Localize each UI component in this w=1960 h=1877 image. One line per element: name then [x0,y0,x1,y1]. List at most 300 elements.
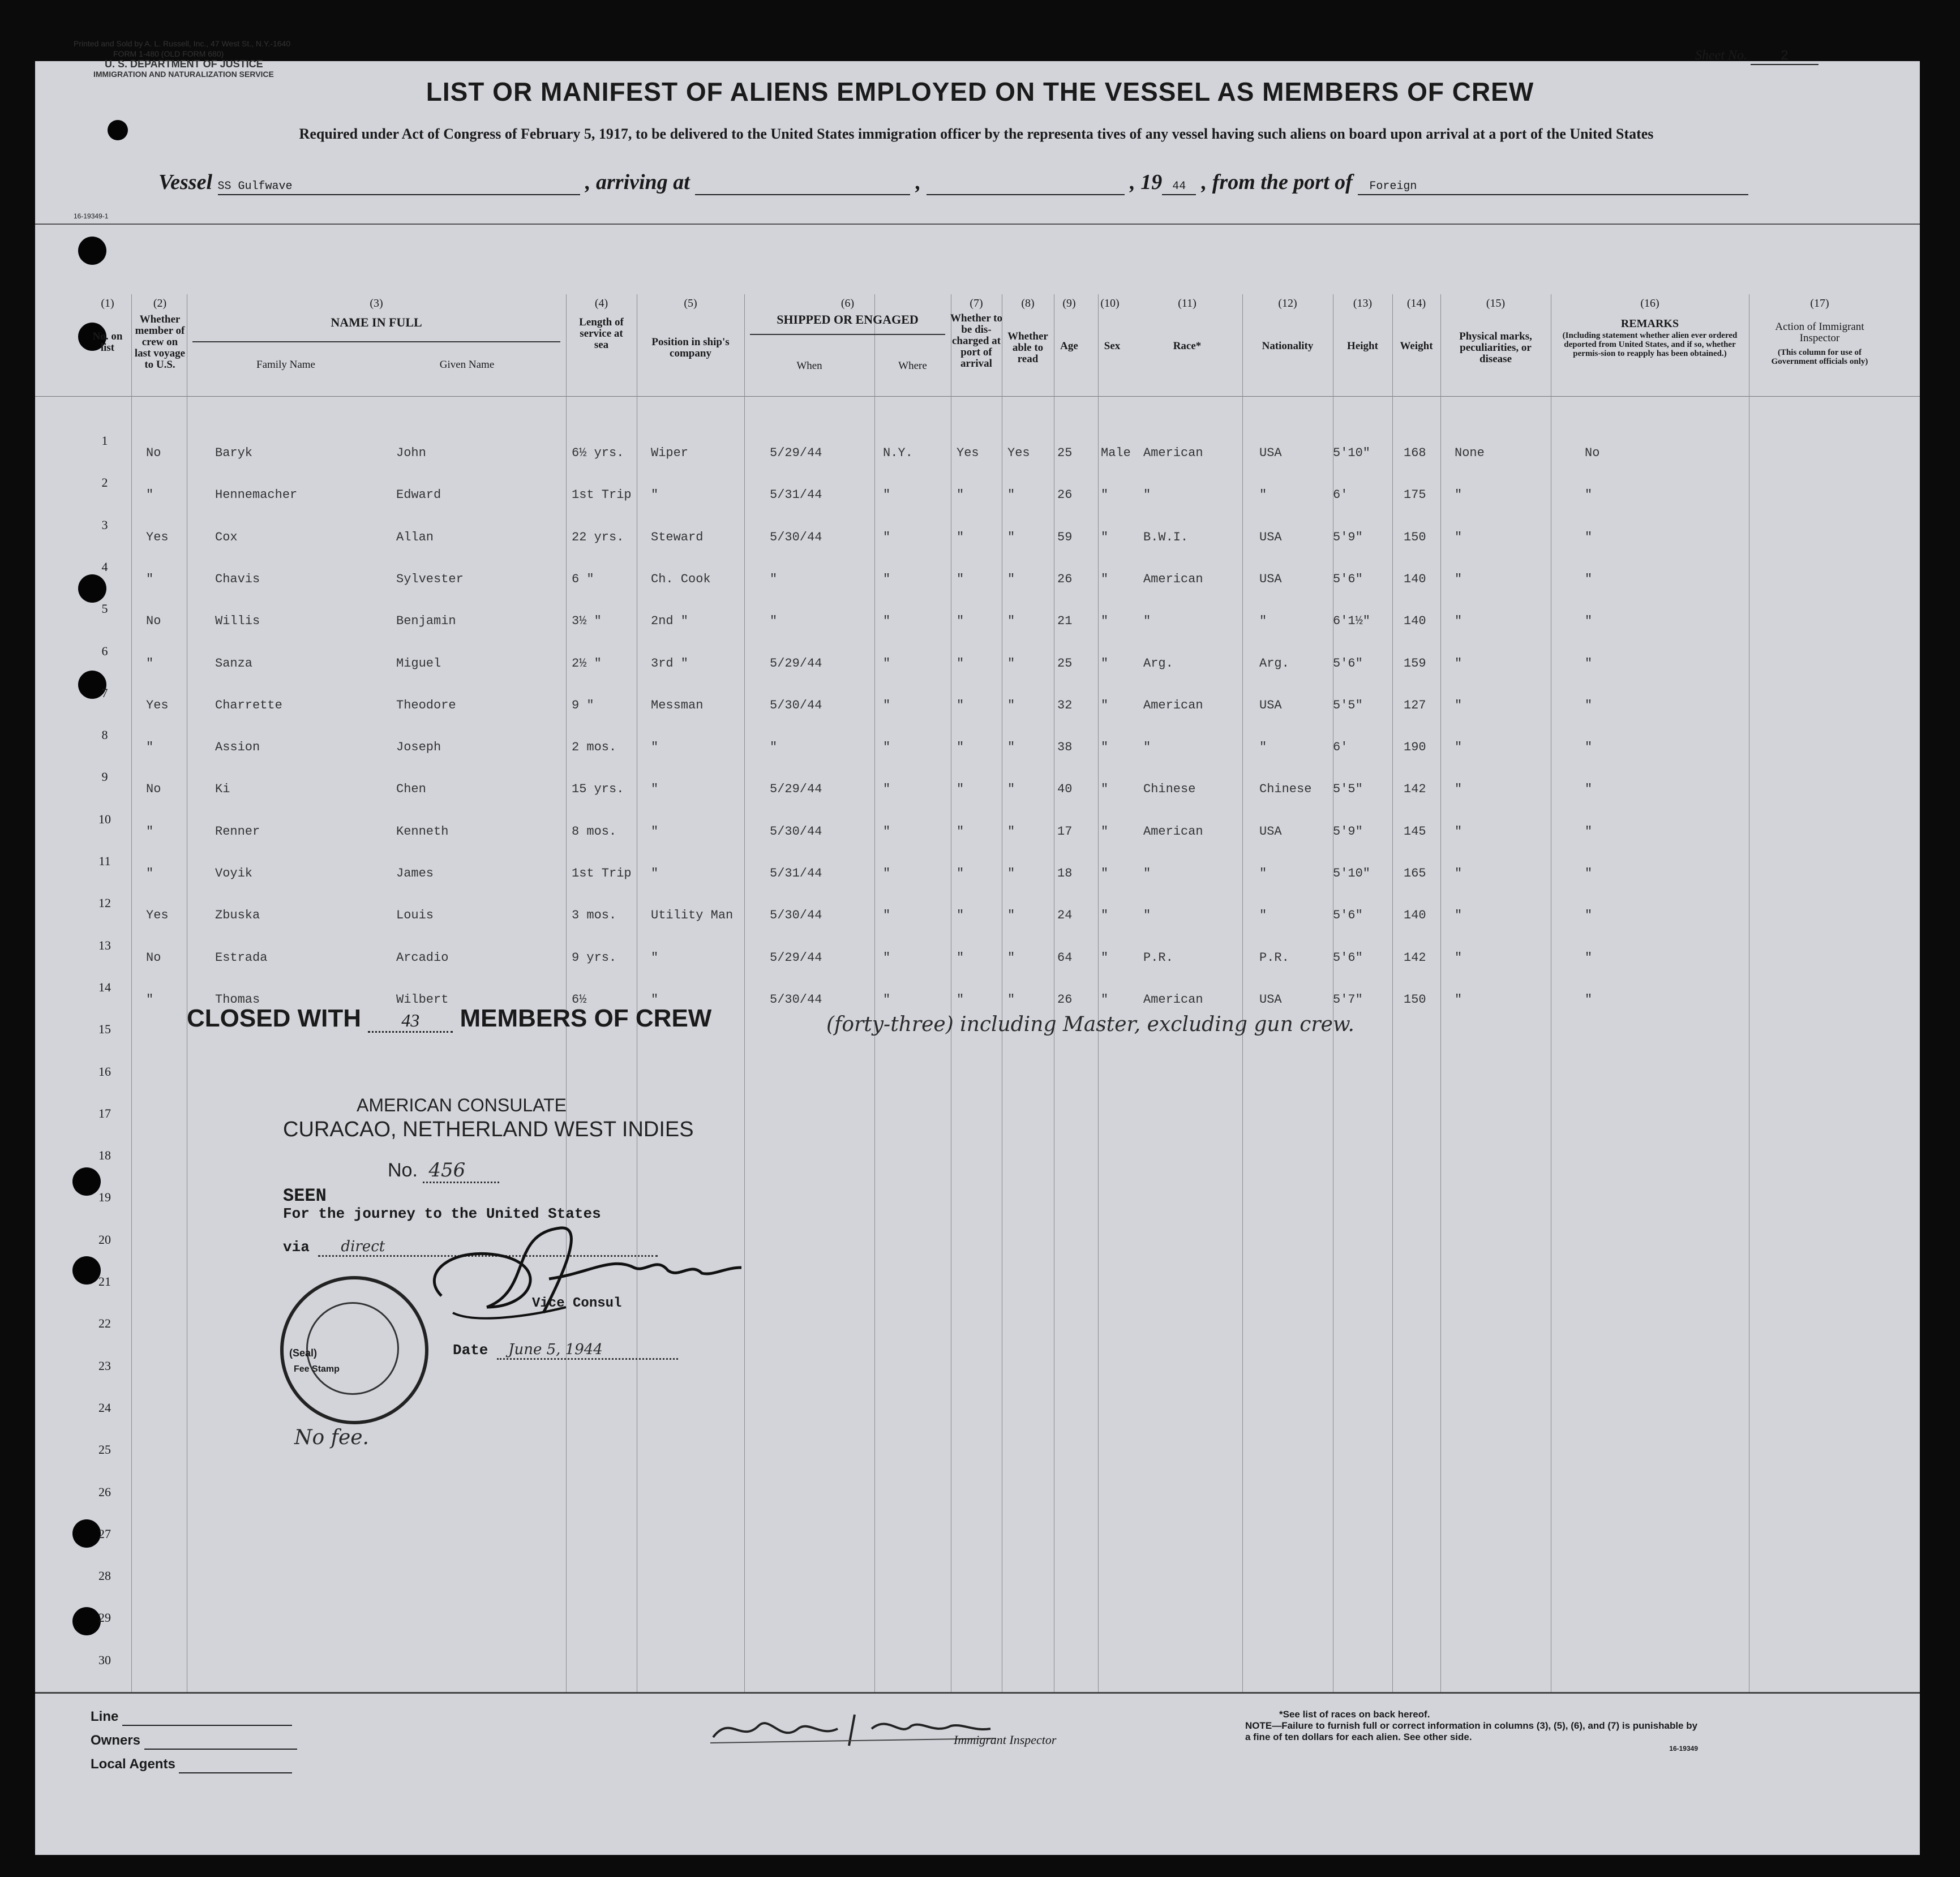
sheet-value: 2 [1751,49,1819,65]
shipped-when-cell: 5/30/44 [770,908,822,923]
seal-eagle [306,1302,399,1395]
shipped-when-cell: 5/30/44 [770,992,822,1007]
column-rule [1392,294,1393,1692]
physical-marks-cell: None [1455,446,1485,460]
position-cell: 2nd " [651,614,689,629]
height-cell: 5'10" [1333,446,1371,460]
row-number: 28 [98,1569,111,1583]
able-to-read-cell: " [1007,740,1015,755]
via-label: via [283,1239,310,1256]
age-cell: 40 [1057,782,1073,797]
sex-cell: " [1101,824,1109,839]
sex-cell: " [1101,572,1109,586]
discharge-cell: " [957,824,964,839]
height-cell: 6' [1333,488,1348,502]
crew-status-cell: " [146,572,154,586]
position-cell: " [651,824,659,839]
able-to-read-cell: " [1007,572,1015,586]
service-length-cell: 1st Trip [572,488,632,502]
weight-cell: 140 [1404,572,1426,586]
date-label: Date [453,1342,488,1359]
printer-imprint [74,38,290,79]
able-to-read-cell: " [1007,530,1015,544]
col-4-num: (4) [594,297,608,310]
row-number: 22 [98,1316,111,1331]
col-2-num: (2) [153,297,167,310]
crew-status-cell: No [146,446,161,460]
footer-line-blank [122,1709,292,1726]
column-rule [566,294,567,1692]
remarks-cell: " [1585,740,1593,755]
crew-status-cell: " [146,824,154,839]
weight-cell: 145 [1404,824,1426,839]
col-9-num: (9) [1062,297,1076,310]
age-cell: 21 [1057,614,1073,629]
shipped-where-cell: " [883,782,891,797]
col-10-text: Sex [1104,340,1121,352]
given-name-cell: Allan [396,530,434,544]
row-number: 3 [101,517,108,532]
race-cell: B.W.I. [1143,530,1189,544]
given-name-cell: Wilbert [396,992,449,1007]
race-cell: American [1143,824,1203,839]
column-rule [1098,294,1099,1692]
printer-line-3: U. S. DEPARTMENT OF JUSTICE [105,58,263,70]
closed-label: CLOSED WITH [187,1004,361,1032]
physical-marks-cell: " [1455,698,1463,712]
discharge-cell: " [957,530,964,544]
row-number: 20 [98,1232,111,1247]
able-to-read-cell: " [1007,782,1015,797]
physical-marks-cell: " [1455,656,1463,671]
row-number: 9 [101,770,108,784]
col-16-num: (16) [1640,297,1659,310]
shipped-when-cell: 5/29/44 [770,950,822,965]
shipped-where-cell: " [883,572,891,586]
sex-cell: " [1101,656,1109,671]
nationality-cell: USA [1259,824,1282,839]
weight-cell: 159 [1404,656,1426,671]
family-name-cell: Zbuska [215,908,260,923]
row-number: 7 [101,685,108,700]
footer-line-field [91,1709,292,1726]
crew-status-cell: " [146,992,154,1007]
footer-agents-field [91,1756,292,1773]
weight-cell: 127 [1404,698,1426,712]
family-name-cell: Hennemacher [215,488,298,502]
weight-cell: 142 [1404,950,1426,965]
service-length-cell: 1st Trip [572,866,632,880]
col-13-num: (13) [1353,297,1373,310]
age-cell: 64 [1057,950,1073,965]
row-number: 4 [101,559,108,574]
weight-cell: 165 [1404,866,1426,880]
crew-status-cell: " [146,866,154,880]
able-to-read-cell: " [1007,824,1015,839]
sex-cell: " [1101,908,1109,923]
weight-cell: 150 [1404,992,1426,1007]
col-14-text: Weight [1400,340,1433,352]
races-note: *See list of races on back hereof. [1279,1709,1430,1720]
row-number: 21 [98,1274,111,1288]
footer-owners-blank [144,1733,297,1750]
weight-cell: 190 [1404,740,1426,755]
crew-status-cell: " [146,740,154,755]
col-15-num: (15) [1486,297,1506,310]
crew-status-cell: No [146,782,161,797]
vessel-name: SS Gulfwave [218,180,580,195]
shipped-when-cell: 5/29/44 [770,782,822,797]
shipped-where-cell: " [883,656,891,671]
date-line [453,1341,678,1360]
remarks-cell: " [1585,488,1593,502]
able-to-read-cell: " [1007,614,1015,629]
position-cell: " [651,488,659,502]
shipped-where-cell: " [883,614,891,629]
col-6-rule [750,334,945,335]
physical-marks-cell: " [1455,614,1463,629]
given-name-cell: Louis [396,908,434,923]
shipped-when-cell: " [770,572,778,586]
shipped-where-cell: " [883,866,891,880]
height-cell: 5'6" [1333,908,1363,923]
race-cell: Arg. [1143,656,1173,671]
col-8-num: (8) [1021,297,1035,310]
col-3-rule [192,341,560,342]
shipped-where-cell: " [883,698,891,712]
service-length-cell: 2 mos. [572,740,617,755]
physical-marks-cell: " [1455,950,1463,965]
able-to-read-cell: " [1007,992,1015,1007]
service-length-cell: 22 yrs. [572,530,624,544]
family-name-cell: Cox [215,530,238,544]
family-name-cell: Willis [215,614,260,629]
given-name-cell: Chen [396,782,426,797]
col-6-num: (6) [840,297,855,310]
row-number: 25 [98,1442,111,1457]
remarks-cell: " [1585,656,1593,671]
col-5-text: Position in ship's company [651,336,730,359]
nationality-cell: USA [1259,530,1282,544]
form-code: 16-19349-1 [74,212,109,220]
closed-label-2: MEMBERS OF CREW [460,1004,712,1032]
header-bottom-rule [35,396,1920,397]
col-4-text: Length of service at sea [579,316,624,351]
consul-signature [419,1222,747,1347]
footer-note [1245,1709,1698,1754]
given-name-cell: James [396,866,434,880]
race-cell: Chinese [1143,782,1196,797]
col-3-family: Family Name [256,359,315,371]
vessel-label: Vessel [158,170,212,194]
col-14-num: (14) [1406,297,1426,310]
nationality-cell: " [1259,614,1267,629]
height-cell: 6' [1333,740,1348,755]
age-cell: 38 [1057,740,1073,755]
printer-line-2: FORM 1-480 (OLD FORM 680) [113,49,224,58]
age-cell: 18 [1057,866,1073,880]
inspector-label: Immigrant Inspector [954,1733,1057,1747]
position-cell: " [651,866,659,880]
remarks-cell: " [1585,992,1593,1007]
col-11-text: Race* [1173,340,1202,352]
shipped-where-cell: N.Y. [883,446,913,460]
crew-count: 43 [368,1010,453,1033]
given-name-cell: Kenneth [396,824,449,839]
family-name-cell: Assion [215,740,260,755]
nationality-cell: USA [1259,446,1282,460]
discharge-cell: " [957,866,964,880]
header-rule [35,224,1920,225]
discharge-cell: " [957,488,964,502]
race-cell: " [1143,614,1151,629]
row-number: 2 [101,475,108,490]
service-length-cell: 6½ yrs. [572,446,624,460]
discharge-cell: " [957,782,964,797]
col-8-text: Whether able to read [1007,330,1048,365]
shipped-where-cell: " [883,824,891,839]
row-number: 23 [98,1358,111,1373]
fee-stamp-label: Fee Stamp [294,1364,340,1374]
service-length-cell: 9 " [572,698,594,712]
col-1-num: (1) [101,297,114,310]
col-6-where: Where [898,360,927,372]
height-cell: 5'5" [1333,782,1363,797]
crew-status-cell: No [146,614,161,629]
seal-label: (Seal) [289,1347,318,1359]
nationality-cell: " [1259,488,1267,502]
row-number: 1 [101,433,108,448]
physical-marks-cell: " [1455,572,1463,586]
discharge-cell: " [957,950,964,965]
penalty-note: NOTE—Failure to furnish full or correct information in columns (3), (5), (6), and (7) is punishable by a fine of ten dollars for each alien. See other side. [1245,1720,1698,1742]
service-length-cell: 9 yrs. [572,950,617,965]
discharge-cell: " [957,740,964,755]
age-cell: 24 [1057,908,1073,923]
position-cell: " [651,782,659,797]
closed-with-line [187,1004,711,1033]
discharge-cell: Yes [957,446,979,460]
col-17-sub: (This column for use of Government officials only) [1771,348,1868,366]
row-number: 24 [98,1400,111,1415]
able-to-read-cell: " [1007,866,1015,880]
closed-handwritten-note: (forty-three) including Master, excluding gun crew. [826,1013,1354,1036]
sheet-label: Sheet No. [1695,48,1747,63]
nationality-cell: USA [1259,698,1282,712]
race-cell: P.R. [1143,950,1173,965]
col-6-text: SHIPPED OR ENGAGED [777,312,919,327]
crew-status-cell: Yes [146,530,169,544]
nationality-cell: " [1259,740,1267,755]
footer-owners-field [91,1733,297,1750]
sex-cell: " [1101,614,1109,629]
crew-status-cell: Yes [146,698,169,712]
shipped-where-cell: " [883,488,891,502]
footer-agents-blank [179,1756,292,1773]
family-name-cell: Voyik [215,866,253,880]
physical-marks-cell: " [1455,824,1463,839]
shipped-where-cell: " [883,908,891,923]
service-length-cell: 3 mos. [572,908,617,923]
weight-cell: 150 [1404,530,1426,544]
year-value: 44 [1162,180,1196,195]
given-name-cell: John [396,446,426,460]
sex-cell: " [1101,488,1109,502]
column-rule [1242,294,1243,1692]
sex-cell: " [1101,866,1109,880]
row-number: 13 [98,938,111,952]
nationality-cell: " [1259,866,1267,880]
family-name-cell: Ki [215,782,230,797]
from-port-label: , from the port of [1201,170,1353,194]
shipped-when-cell: 5/31/44 [770,866,822,880]
able-to-read-cell: " [1007,488,1015,502]
age-cell: 26 [1057,572,1073,586]
race-cell: " [1143,740,1151,755]
col-15-text: Physical marks, peculiarities, or disease [1459,330,1532,365]
page-subtitle: Required under Act of Congress of February 5, 1917, to be delivered to the United States immigration officer by the representa tives of any vessel having such aliens on board upon arrival at a port of the United States [299,126,1654,142]
able-to-read-cell: Yes [1007,446,1030,460]
discharge-cell: " [957,908,964,923]
physical-marks-cell: " [1455,866,1463,880]
row-number: 14 [98,980,111,994]
sex-cell: " [1101,740,1109,755]
sex-cell: " [1101,782,1109,797]
column-rule [744,294,745,1692]
row-number: 8 [101,728,108,742]
date-value: June 5, 1944 [497,1341,678,1360]
printer-line-1: Printed and Sold by A. L. Russell, Inc., 47 West St., N.Y.-1640 [74,39,291,48]
service-length-cell: 6 " [572,572,594,586]
physical-marks-cell: " [1455,908,1463,923]
family-name-cell: Chavis [215,572,260,586]
sex-cell: " [1101,950,1109,965]
col-12-num: (12) [1278,297,1297,310]
nationality-cell: Arg. [1259,656,1289,671]
given-name-cell: Sylvester [396,572,464,586]
footer-owners-label: Owners [91,1733,141,1748]
col-9-text: Age [1060,340,1078,352]
given-name-cell: Miguel [396,656,441,671]
given-name-cell: Theodore [396,698,456,712]
row-number: 11 [98,854,111,868]
service-length-cell: 15 yrs. [572,782,624,797]
row-number: 17 [98,1106,111,1120]
physical-marks-cell: " [1455,782,1463,797]
row-number: 19 [98,1190,111,1205]
shipped-where-cell: " [883,530,891,544]
age-cell: 26 [1057,488,1073,502]
nationality-cell: USA [1259,992,1282,1007]
able-to-read-cell: " [1007,908,1015,923]
row-number: 29 [98,1610,111,1625]
age-cell: 59 [1057,530,1073,544]
col-2-text: Whether member of crew on last voyage to U.S. [134,313,186,371]
shipped-when-cell: 5/30/44 [770,698,822,712]
arriving-label: , arriving at [585,170,690,194]
discharge-cell: " [957,572,964,586]
family-name-cell: Sanza [215,656,253,671]
height-cell: 6'1½" [1333,614,1371,629]
column-rule [1440,294,1441,1692]
physical-marks-cell: " [1455,992,1463,1007]
col-17-num: (17) [1810,297,1829,310]
sex-cell: " [1101,992,1109,1007]
given-name-cell: Joseph [396,740,441,755]
able-to-read-cell: " [1007,656,1015,671]
vessel-line: Vessel SS Gulfwave , arriving at , , 19 44 , from the port of Foreign [158,170,1748,195]
remarks-cell: " [1585,908,1593,923]
row-number: 15 [98,1022,111,1037]
given-name-cell: Edward [396,488,441,502]
position-cell: Ch. Cook [651,572,711,586]
crew-status-cell: " [146,656,154,671]
row-number: 5 [101,602,108,616]
age-cell: 32 [1057,698,1073,712]
height-cell: 5'6" [1333,572,1363,586]
remarks-cell: " [1585,866,1593,880]
position-cell: 3rd " [651,656,689,671]
height-cell: 5'7" [1333,992,1363,1007]
date-blank [927,180,1125,195]
family-name-cell: Estrada [215,950,268,965]
col-3-given: Given Name [439,359,495,371]
remarks-cell: " [1585,782,1593,797]
height-cell: 5'5" [1333,698,1363,712]
shipped-when-cell: 5/30/44 [770,824,822,839]
position-cell: " [651,992,659,1007]
physical-marks-cell: " [1455,530,1463,544]
weight-cell: 175 [1404,488,1426,502]
family-name-cell: Thomas [215,992,260,1007]
row-number: 30 [98,1652,111,1667]
column-rule [131,294,132,1692]
shipped-when-cell: 5/31/44 [770,488,822,502]
col-6-when: When [796,360,822,372]
col-13-text: Height [1347,340,1378,352]
printer-line-4: IMMIGRATION AND NATURALIZATION SERVICE [93,70,274,79]
row-number: 18 [98,1148,111,1163]
discharge-cell: " [957,698,964,712]
shipped-when-cell: 5/29/44 [770,656,822,671]
race-cell: " [1143,908,1151,923]
row-number: 16 [98,1064,111,1079]
vice-consul-label: Vice Consul [532,1296,622,1311]
position-cell: Steward [651,530,704,544]
consulate-line-2: CURACAO, NETHERLAND WEST INDIES [283,1118,694,1141]
col-5-num: (5) [684,297,697,310]
able-to-read-cell: " [1007,698,1015,712]
age-cell: 17 [1057,824,1073,839]
punch-hole [78,574,106,603]
col-17-text: Action of Immigrant Inspector [1775,321,1864,344]
consulate-line-1: AMERICAN CONSULATE [357,1095,567,1115]
remarks-cell: " [1585,614,1593,629]
row-number: 10 [98,811,111,826]
sex-cell: Male [1101,446,1131,460]
remarks-cell: " [1585,698,1593,712]
shipped-when-cell: " [770,614,778,629]
arriving-blank [695,180,910,195]
col-3-num: (3) [370,297,383,310]
row-number: 12 [98,896,111,910]
position-cell: Messman [651,698,704,712]
row-number: 27 [98,1526,111,1541]
shipped-when-cell: 5/29/44 [770,446,822,460]
family-name-cell: Charrette [215,698,282,712]
col-1-text: No. on list [92,330,123,354]
col-3-text: NAME IN FULL [331,315,422,329]
